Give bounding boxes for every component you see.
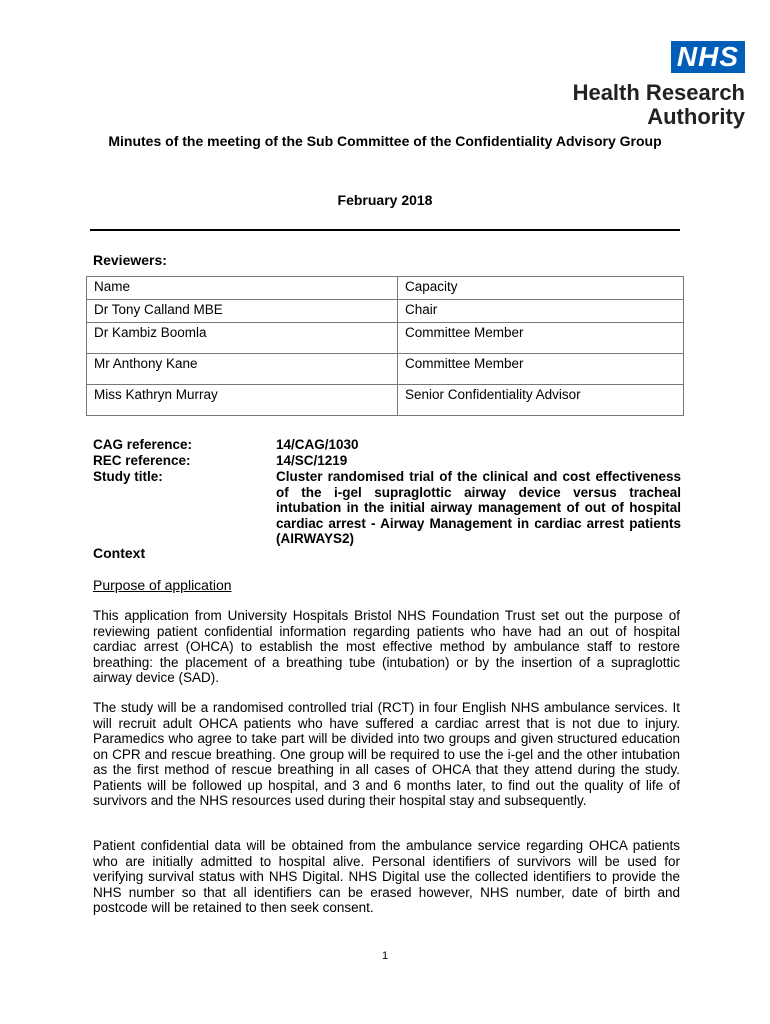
- document-title: Minutes of the meeting of the Sub Committee of the Confidentiality Advisory Group: [108, 133, 662, 149]
- paragraph-1: This application from University Hospitals Bristol NHS Foundation Trust set out the purpose of reviewing patient confidential information regarding patients who have had an out of hospital cardiac arrest (OHCA) to establish the most effective method by ambulance staff to restore breathing: the placement of a breathing tube (intubation) or by the insertion of a supraglottic airway device (SAD).: [93, 608, 680, 685]
- page-number: 1: [381, 950, 389, 962]
- reviewers-heading: Reviewers:: [93, 252, 167, 268]
- column-header-name: Name: [87, 277, 398, 300]
- document-date: February 2018: [337, 192, 433, 208]
- reviewer-capacity: Committee Member: [398, 323, 684, 354]
- table-row: [87, 385, 684, 416]
- reviewer-capacity: Committee Member: [398, 354, 684, 385]
- divider: [90, 229, 680, 231]
- reviewer-name: Dr Tony Calland MBE: [87, 300, 398, 323]
- rec-reference-value: 14/SC/1219: [276, 453, 348, 468]
- reviewer-capacity: Senior Confidentiality Advisor: [398, 385, 684, 416]
- reviewer-capacity: Chair: [398, 300, 684, 323]
- table-row: [87, 300, 684, 323]
- purpose-heading: Purpose of application: [93, 577, 232, 593]
- rec-reference-label: REC reference:: [93, 453, 191, 468]
- reviewer-name: Dr Kambiz Boomla: [87, 323, 398, 354]
- context-heading: Context: [93, 545, 146, 561]
- study-title-value: Cluster randomised trial of the clinical and cost effectiveness of the i-gel supraglottic airway device versus tracheal intubation in the initial airway management of out of hospital cardiac arrest - Airway Management in cardiac arrest patients (AIRWAYS2): [276, 469, 681, 546]
- cag-reference-value: 14/CAG/1030: [276, 437, 359, 452]
- nhs-logo: NHS: [671, 41, 745, 73]
- hra-logo: [557, 41, 745, 129]
- cag-reference-label: CAG reference:: [93, 437, 193, 452]
- study-title-label: Study title:: [93, 469, 163, 484]
- reviewers-table: [86, 276, 684, 416]
- logo-line-1: Health Research: [572, 80, 745, 105]
- table-row: [87, 323, 684, 354]
- paragraph-2: The study will be a randomised controlled trial (RCT) in four English NHS ambulance services. It will recruit adult OHCA patients who have suffered a cardiac arrest that is not due to injury. Paramedics who agree to take part will be divided into two groups and given structured education on CPR and rescue breathing. One group will be required to use the i-gel and the other intubation as the first method of rescue breathing in all cases of OHCA that they attend during the study. Patients will be followed up hospital, and 3 and 6 months later, to find out the quality of life of survivors and the NHS resources used during their hospital stay and subsequently.: [93, 700, 680, 808]
- reviewer-name: Mr Anthony Kane: [87, 354, 398, 385]
- table-header-row: [87, 277, 684, 300]
- reviewer-name: Miss Kathryn Murray: [87, 385, 398, 416]
- column-header-capacity: Capacity: [398, 277, 684, 300]
- logo-line-2: Authority: [647, 104, 745, 129]
- paragraph-3: Patient confidential data will be obtained from the ambulance service regarding OHCA patients who are initially admitted to hospital alive. Personal identifiers of survivors will be used for verifying survival status with NHS Digital. NHS Digital use the collected identifiers to provide the NHS number so that all identifiers can be erased however, NHS number, date of birth and postcode will be retained to then seek consent.: [93, 838, 680, 915]
- table-row: [87, 354, 684, 385]
